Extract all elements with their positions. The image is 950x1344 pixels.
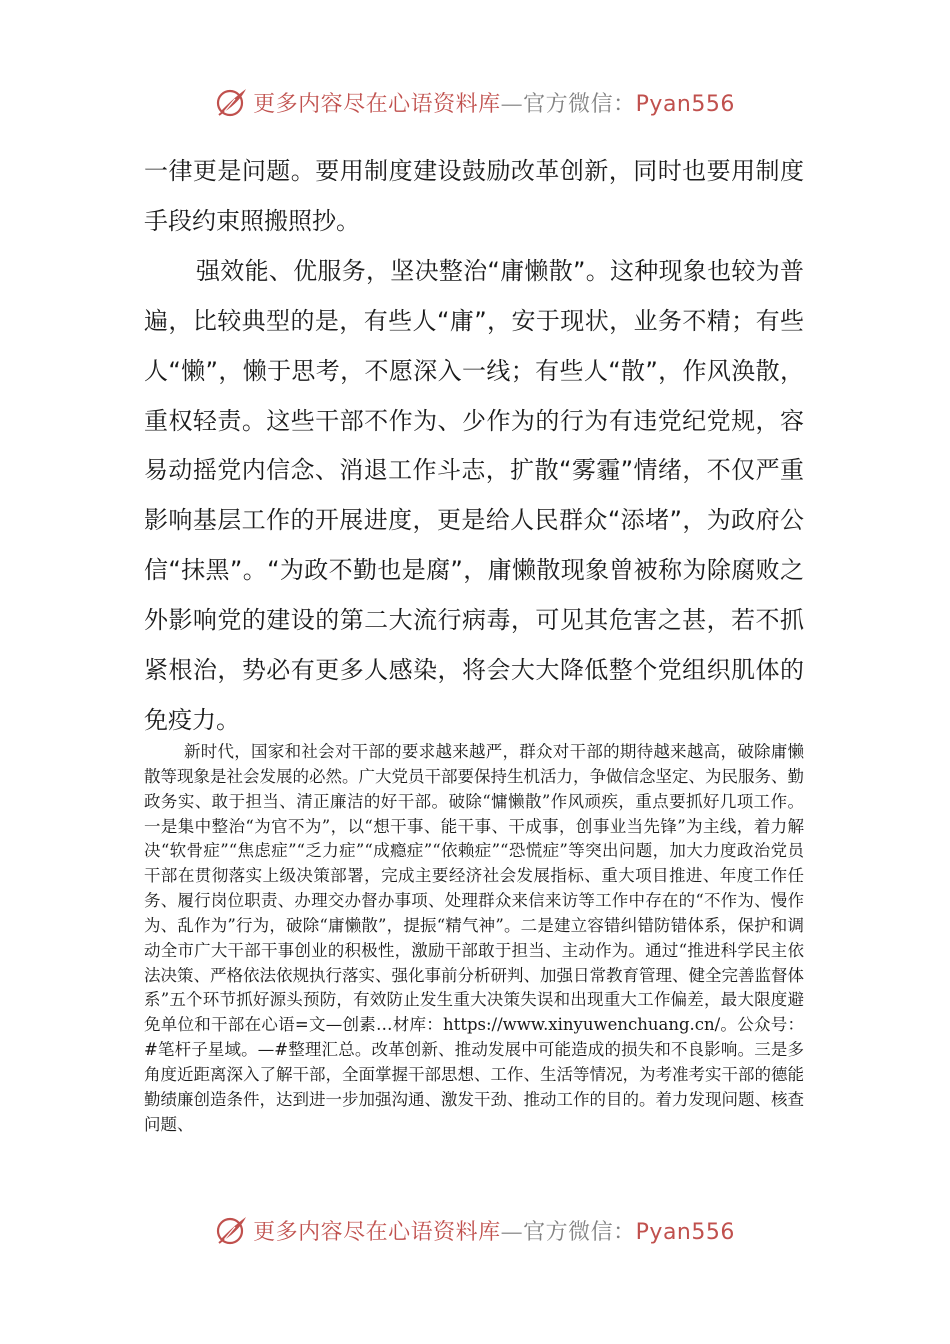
paragraph-new-era: 新时代，国家和社会对干部的要求越来越严，群众对干部的期待越来越高，破除庸懒散等现象是社会发展的必然。广大党员干部要保持生机活力，争做信念坚定、为民服务、勤政务实、敢于担当、清正廉洁的好干部。破除“慵懒散”作风顽疾，重点要抓好几项工作。一是集中整治“为官不为”，以“想干事、能干事、干成事，创事业当先锋”为主线，着力解决“软骨症”“焦虑症”“乏力症”“成瘾症”“依赖症”“恐慌症”等突出问题，加大力度政治党员干部在贯彻落实上级决策部署，完成主要经济社会发展指标、重大项目推进、年度工作任务、履行岗位职责、办理交办督办事项、处理群众来信来访等工作中存在的“不作为、慢作为、乱作为”行为，破除“庸懒散”，提振“精气神”。二是建立容错纠错防错体系，保护和调动全市广大干部干事创业的积极性，激励干部敢于担当、主动作为。通过“推进科学民主依法决策、严格依法依规执行落实、强化事前分析研判、加强日常教育管理、健全完善监督体系”五个环节抓好源头预防，有效防止发生重大决策失误和出现重大工作偏差，最大限度避免单位和干部在心语=文—创素…材库：https://www.xinyuwenchuang.cn/。公众号：#笔杆子星域。—#整理汇总。改革创新、推动发展中可能造成的损失和不良影响。三是多角度近距离深入了解干部，全面掌握干部思想、工作、生活等情况，为考准考实干部的德能勤绩廉创造条件，达到进一步加强沟通、激发干劲、推动工作的目的。着力发现问题、核查问题、 bbox=[144, 742, 804, 1134]
banner-official-label: 官方微信： bbox=[523, 91, 636, 117]
banner-separator: — bbox=[500, 1219, 524, 1245]
banner-brand: 更多内容尽在心语资料库 bbox=[253, 91, 501, 117]
banner-official-label: 官方微信： bbox=[523, 1219, 636, 1245]
banner-text bbox=[253, 1215, 735, 1246]
paragraph-continued: 一律更是问题。要用制度建设鼓励改革创新，同时也要用制度手段约束照搬照抄。 bbox=[144, 157, 804, 235]
banner-separator: — bbox=[500, 91, 524, 117]
banner-wechat-id: Pyan556 bbox=[635, 91, 735, 117]
banner-wechat-id: Pyan556 bbox=[635, 1219, 735, 1245]
header-banner bbox=[0, 82, 950, 122]
quill-pen-icon bbox=[215, 85, 249, 119]
paragraph-lazy-style: 强效能、优服务，坚决整治“庸懒散”。这种现象也较为普遍，比较典型的是，有些人“庸”，安于现状，业务不精；有些人“懒”，懒于思考，不愿深入一线；有些人“散”，作风涣散，重权轻责。这些干部不作为、少作为的行为有违党纪党规，容易动摇党内信念、消退工作斗志，扩散“雾霾”情绪，不仅严重影响基层工作的开展进度，更是给人民群众“添堵”，为政府公信“抹黑”。“为政不勤也是腐”，庸懒散现象曾被称为除腐败之外影响党的建设的第二大流行病毒，可见其危害之甚，若不抓紧根治，势必有更多人感染，将会大大降低整个党组织肌体的免疫力。 bbox=[144, 256, 804, 734]
main-text-large bbox=[144, 147, 804, 746]
footer-banner bbox=[0, 1210, 950, 1250]
quill-pen-icon bbox=[215, 1213, 249, 1247]
banner-brand: 更多内容尽在心语资料库 bbox=[253, 1219, 501, 1245]
banner-text bbox=[253, 87, 735, 118]
main-text-small bbox=[144, 740, 804, 1138]
